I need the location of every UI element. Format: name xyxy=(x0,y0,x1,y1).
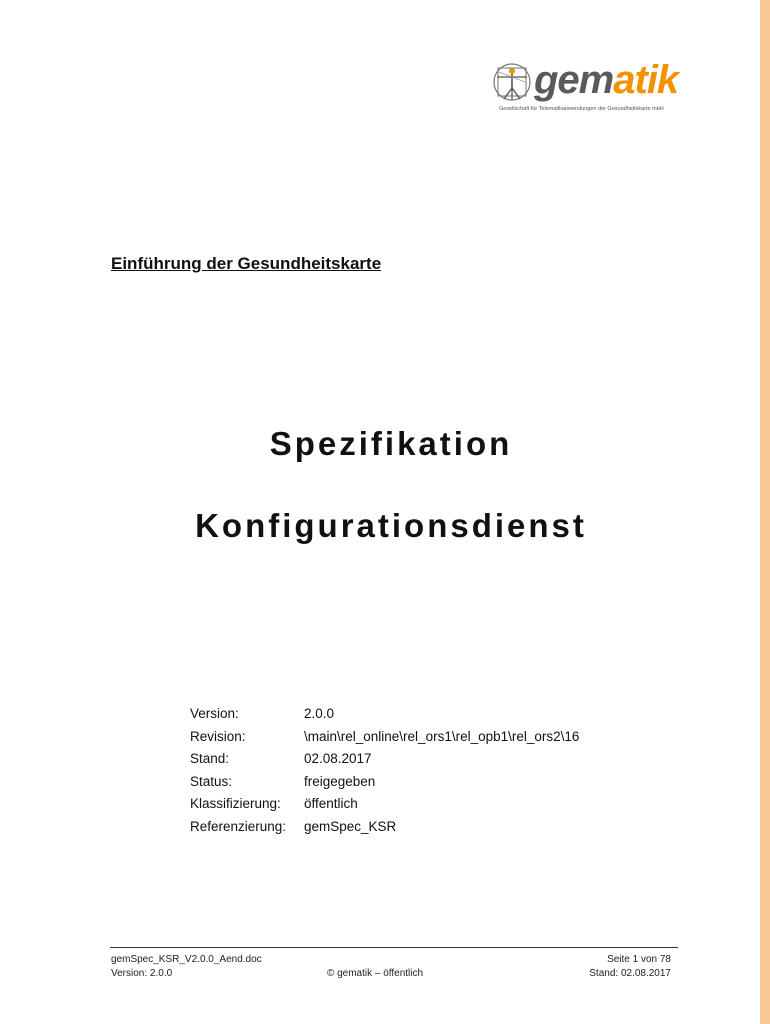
meta-key: Referenzierung: xyxy=(190,818,287,834)
footer-version: Version: 2.0.0 xyxy=(111,968,173,979)
meta-value: \main\rel_online\rel_ors1\rel_opb1\rel_ors2\16 xyxy=(304,728,580,744)
gematik-logo xyxy=(492,56,692,116)
footer-page-number: Seite 1 von 78 xyxy=(607,954,671,965)
meta-value: 2.0.0 xyxy=(304,706,335,721)
meta-value: 02.08.2017 xyxy=(304,751,372,766)
footer-stand: Stand: 02.08.2017 xyxy=(589,968,671,979)
meta-key: Klassifizierung: xyxy=(190,796,281,811)
meta-value: gemSpec_KSR xyxy=(304,818,397,834)
footer-filename: gemSpec_KSR_V2.0.0_Aend.doc xyxy=(111,954,262,965)
logo-tagline: Gesellschaft für Telematikanwendungen der Gesundheitskarte mbH xyxy=(499,106,664,112)
footer-copyright: © gematik – öffentlich xyxy=(326,968,424,979)
document-subtitle: Einführung der Gesundheitskarte xyxy=(111,254,382,273)
meta-value: öffentlich xyxy=(304,796,358,811)
meta-key: Stand: xyxy=(190,751,230,766)
footer-divider xyxy=(110,947,678,948)
wordmark-gem: gem xyxy=(534,58,614,102)
gematik-wordmark xyxy=(534,56,678,104)
meta-key: Version: xyxy=(190,706,239,721)
wordmark-atik: atik xyxy=(613,58,679,102)
document-title-line-1: Spezifikation xyxy=(269,425,513,462)
meta-key: Status: xyxy=(190,773,233,789)
document-title-line-2: Konfigurationsdienst xyxy=(195,507,587,544)
meta-value: freigegeben xyxy=(304,773,376,789)
meta-key: Revision: xyxy=(190,728,246,744)
vitruvian-man-icon xyxy=(492,60,532,104)
